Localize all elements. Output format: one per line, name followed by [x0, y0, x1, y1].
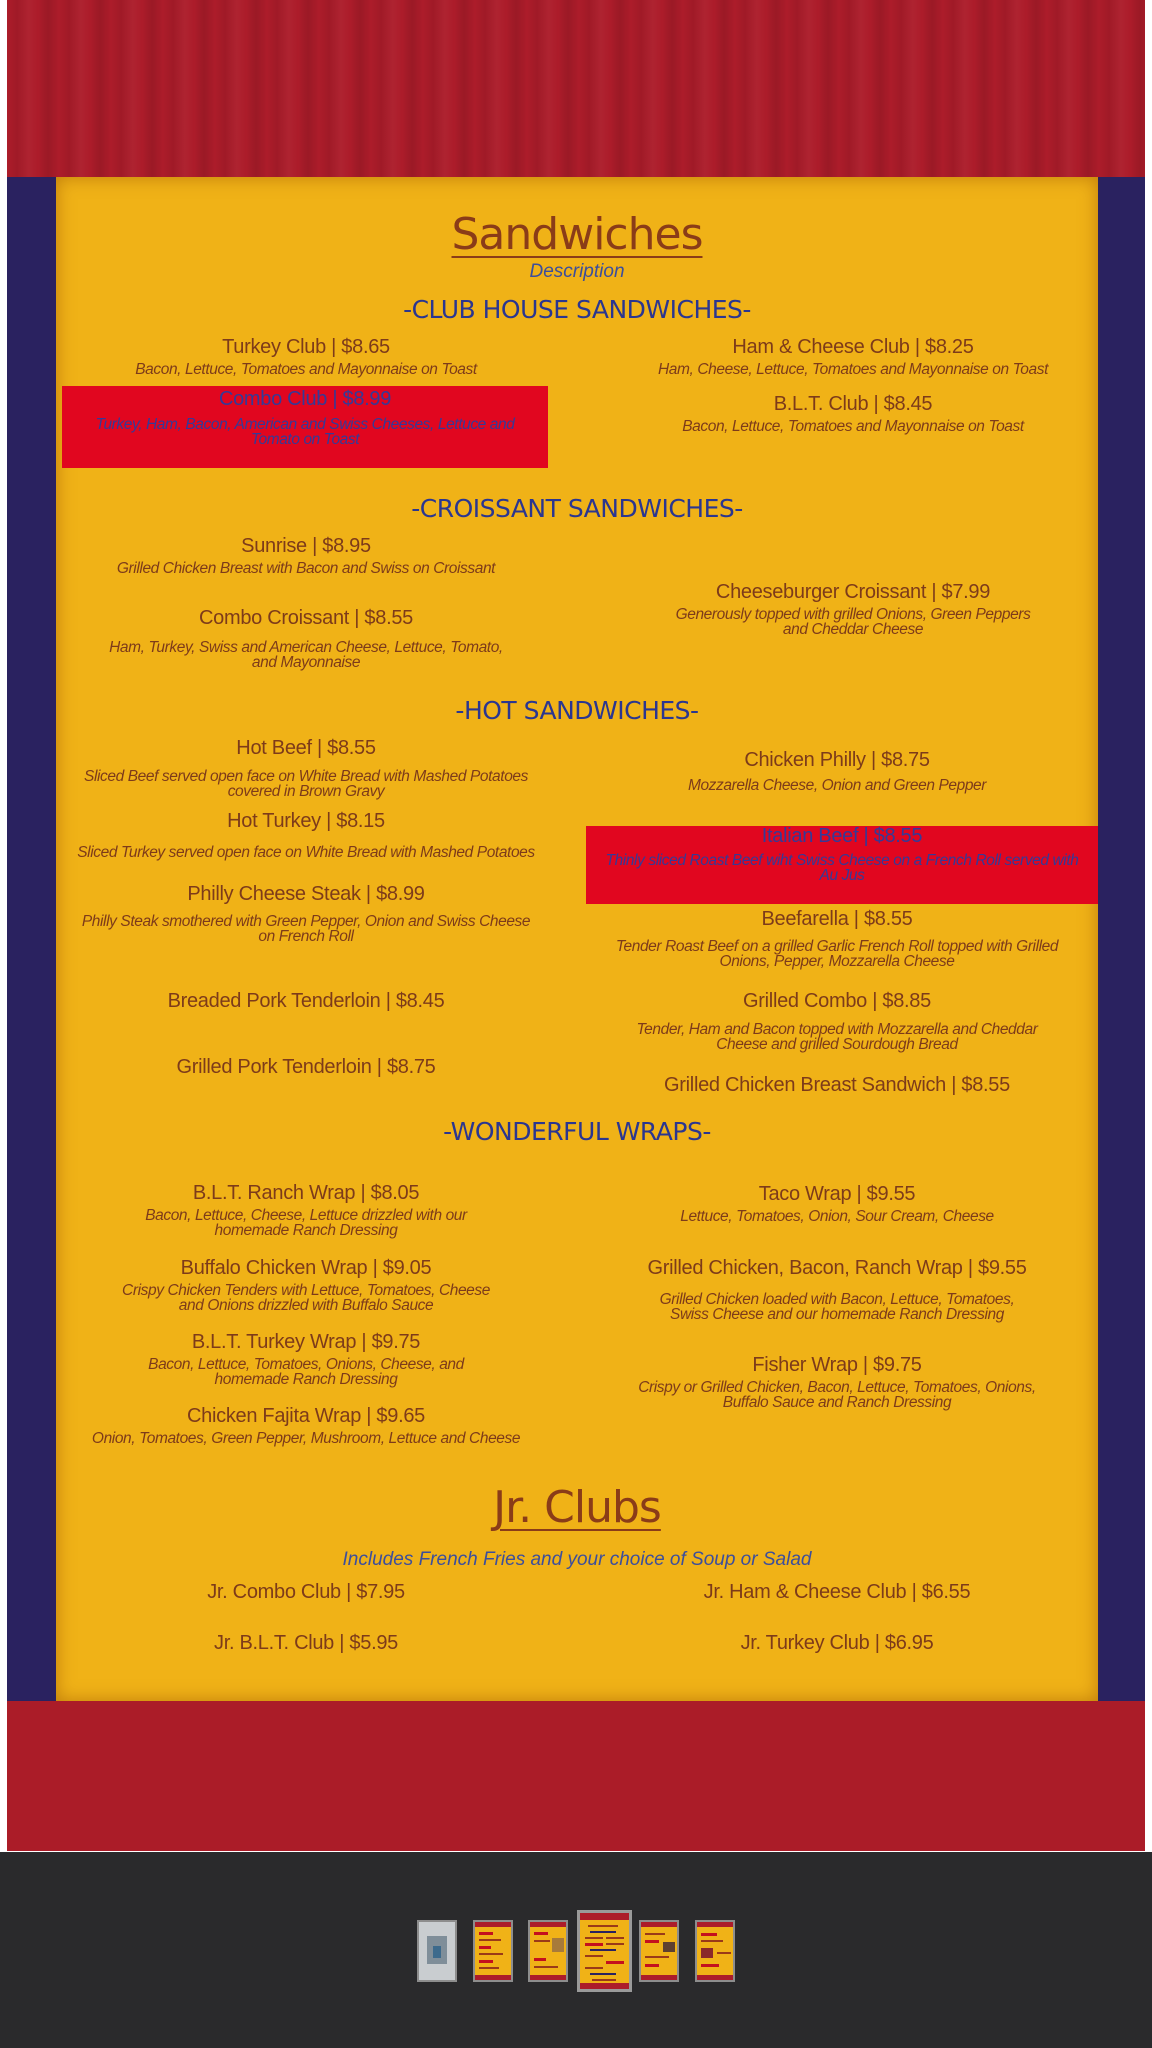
item-desc-line: Onions, Pepper, Mozzarella Cheese — [719, 953, 955, 970]
item-name: B.L.T. Ranch Wrap | $8.05 — [192, 1182, 420, 1204]
item-name: Breaded Pork Tenderloin | $8.45 — [167, 990, 445, 1012]
menu-item-beefarella — [596, 906, 1078, 969]
item-desc-line: Swiss Cheese and our homemade Ranch Dressing — [670, 1306, 1004, 1323]
menu-item-jr-turkey-club — [596, 1630, 1078, 1656]
jr-clubs-title-text: Jr. Clubs — [493, 1482, 661, 1533]
menu-item-sunrise — [66, 533, 546, 576]
section-heading-wraps: -WONDERFUL WRAPS- — [443, 1117, 711, 1146]
menu-item-combo-croissant — [66, 605, 546, 670]
jr-clubs-description: Includes French Fries and your choice of Soup or Salad — [342, 1549, 812, 1570]
curtain-top-band — [7, 0, 1145, 177]
item-desc-line: covered in Brown Gravy — [227, 783, 385, 800]
menu-item-grilled-chicken-breast — [596, 1072, 1078, 1098]
section-heading-croissant: -CROISSANT SANDWICHES- — [411, 494, 743, 523]
menu-item-blt-ranch-wrap — [66, 1180, 546, 1238]
item-desc-line: Tender Roast Beef on a grilled Garlic French Roll topped with Grilled — [615, 938, 1059, 955]
item-name: Cheeseburger Croissant | $7.99 — [715, 581, 991, 603]
menu-item-chicken-fajita-wrap — [56, 1403, 556, 1446]
item-desc-line: Philly Steak smothered with Green Pepper, Onion and Swiss Cheese — [81, 913, 531, 930]
menu-item-turkey-club — [66, 334, 546, 377]
menu-page — [7, 0, 1145, 1851]
menu-item-combo-club — [62, 386, 548, 468]
item-desc-line: homemade Ranch Dressing — [214, 1371, 398, 1388]
item-desc: Onion, Tomatoes, Green Pepper, Mushroom, Lettuce and Cheese — [91, 1430, 521, 1447]
item-name: Jr. Turkey Club | $6.95 — [740, 1632, 934, 1654]
menu-item-chicken-philly — [596, 747, 1078, 793]
page-description: Description — [529, 261, 625, 282]
item-name: Chicken Fajita Wrap | $9.65 — [187, 1405, 425, 1427]
item-desc: Bacon, Lettuce, Tomatoes and Mayonnaise on Toast — [135, 361, 477, 378]
menu-item-blt-turkey-wrap — [66, 1329, 546, 1387]
item-name: Sunrise | $8.95 — [241, 535, 371, 557]
item-desc-line: Sliced Beef served open face on White Bread with Mashed Potatoes — [84, 768, 528, 785]
menu-item-jr-blt-club — [66, 1630, 546, 1656]
item-desc-line: Bacon, Lettuce, Cheese, Lettuce drizzled with our — [145, 1207, 467, 1224]
item-name: Grilled Combo | $8.85 — [743, 990, 931, 1012]
menu-item-grilled-combo — [596, 988, 1078, 1052]
thumbnail-page-3[interactable] — [528, 1920, 568, 1982]
item-desc: Bacon, Lettuce, Tomatoes and Mayonnaise on Toast — [682, 418, 1024, 435]
thumbnail-page-4-active[interactable] — [577, 1910, 632, 1992]
item-desc-line: Generously topped with grilled Onions, Green Peppers — [675, 606, 1031, 623]
page-title-text: Sandwiches — [451, 209, 703, 260]
item-desc: Ham, Cheese, Lettuce, Tomatoes and Mayonnaise on Toast — [658, 361, 1048, 378]
item-desc-line: Tender, Ham and Bacon topped with Mozzarella and Cheddar — [636, 1021, 1038, 1038]
menu-item-hot-turkey — [66, 808, 546, 860]
item-desc-line: Crispy Chicken Tenders with Lettuce, Tomatoes, Cheese — [122, 1282, 490, 1299]
menu-item-hot-beef — [66, 735, 546, 799]
item-name: B.L.T. Turkey Wrap | $9.75 — [191, 1331, 421, 1353]
menu-item-taco-wrap — [596, 1181, 1078, 1224]
jr-clubs-title — [56, 1482, 1098, 1533]
item-desc-line: Tomato on Toast — [250, 431, 360, 448]
menu-item-blt-club — [628, 391, 1078, 434]
menu-item-jr-ham-cheese-club — [596, 1579, 1078, 1605]
item-name: Jr. Ham & Cheese Club | $6.55 — [703, 1581, 971, 1603]
menu-item-ham-cheese-club — [628, 334, 1078, 377]
thumbnail-page-2[interactable] — [473, 1920, 513, 1982]
item-desc-line: Thinly sliced Roast Beef wiht Swiss Cheese on a French Roll served with — [605, 852, 1079, 869]
item-name: Chicken Philly | $8.75 — [744, 749, 930, 771]
item-name: Beefarella | $8.55 — [761, 908, 913, 930]
item-name: Combo Croissant | $8.55 — [199, 607, 413, 629]
menu-item-philly-cheese-steak — [56, 881, 556, 944]
menu-item-cheeseburger-croissant — [628, 579, 1078, 637]
thumbnail-bar — [0, 1852, 1152, 2048]
item-desc-line: Grilled Chicken loaded with Bacon, Lettuce, Tomatoes, — [659, 1291, 1015, 1308]
item-name: Combo Club | $8.99 — [218, 388, 392, 410]
item-desc-line: on French Roll — [258, 928, 354, 945]
item-name: Hot Turkey | $8.15 — [227, 810, 385, 832]
item-desc: Lettuce, Tomatoes, Onion, Sour Cream, Cheese — [680, 1208, 994, 1225]
item-desc-line: and Cheddar Cheese — [782, 621, 924, 638]
item-desc-line: Buffalo Sauce and Ranch Dressing — [722, 1394, 952, 1411]
item-name: Grilled Pork Tenderloin | $8.75 — [176, 1056, 436, 1078]
item-name: Jr. Combo Club | $7.95 — [207, 1581, 405, 1603]
thumbnail-page-5[interactable] — [639, 1920, 679, 1982]
menu-item-jr-combo-club — [66, 1579, 546, 1605]
item-desc-line: Bacon, Lettuce, Tomatoes, Onions, Cheese, and — [148, 1356, 464, 1373]
item-name: Ham & Cheese Club | $8.25 — [732, 336, 974, 358]
menu-item-fisher-wrap — [596, 1352, 1078, 1410]
menu-item-buffalo-chicken-wrap — [66, 1255, 546, 1313]
menu-item-grilled-chicken-bacon-ranch-wrap — [596, 1255, 1078, 1322]
item-name: Philly Cheese Steak | $8.99 — [187, 883, 425, 905]
section-heading-hot: -HOT SANDWICHES- — [455, 696, 699, 725]
item-name: Grilled Chicken, Bacon, Ranch Wrap | $9.55 — [647, 1257, 1027, 1279]
menu-item-breaded-pork-tenderloin — [66, 988, 546, 1014]
menu-item-grilled-pork-tenderloin — [66, 1054, 546, 1080]
item-name: Jr. B.L.T. Club | $5.95 — [214, 1632, 398, 1654]
item-desc-line: and Mayonnaise — [251, 654, 361, 671]
item-desc-line: Crispy or Grilled Chicken, Bacon, Lettuce, Tomatoes, Onions, — [638, 1379, 1036, 1396]
item-name: Turkey Club | $8.65 — [222, 336, 390, 358]
menu-item-italian-beef — [586, 826, 1098, 904]
item-desc-line: homemade Ranch Dressing — [214, 1222, 398, 1239]
item-name: Grilled Chicken Breast Sandwich | $8.55 — [664, 1074, 1010, 1096]
item-desc-line: Cheese and grilled Sourdough Bread — [716, 1036, 958, 1053]
item-name: Italian Beef | $8.55 — [761, 825, 923, 847]
page-title — [56, 209, 1098, 260]
item-name: Hot Beef | $8.55 — [236, 737, 376, 759]
item-desc-line: Ham, Turkey, Swiss and American Cheese, Lettuce, Tomato, — [109, 639, 503, 656]
item-name: Buffalo Chicken Wrap | $9.05 — [180, 1257, 432, 1279]
item-name: B.L.T. Club | $8.45 — [773, 393, 933, 415]
item-name: Taco Wrap | $9.55 — [758, 1183, 916, 1205]
thumbnail-page-1[interactable] — [417, 1920, 457, 1982]
item-name: Fisher Wrap | $9.75 — [752, 1354, 922, 1376]
item-desc: Grilled Chicken Breast with Bacon and Swiss on Croissant — [116, 560, 496, 577]
curtain-bottom-band — [7, 1701, 1145, 1851]
item-desc-line: and Onions drizzled with Buffalo Sauce — [178, 1297, 434, 1314]
menu-panel — [56, 177, 1098, 1701]
item-desc-line: Au Jus — [819, 867, 865, 884]
thumbnail-page-6[interactable] — [695, 1920, 735, 1982]
item-desc: Mozzarella Cheese, Onion and Green Pepper — [687, 777, 987, 794]
section-heading-club-house: -CLUB HOUSE SANDWICHES- — [403, 295, 751, 324]
item-desc: Sliced Turkey served open face on White Bread with Mashed Potatoes — [77, 844, 535, 861]
item-desc-line: Turkey, Ham, Bacon, American and Swiss Cheeses, Lettuce and — [95, 416, 515, 433]
